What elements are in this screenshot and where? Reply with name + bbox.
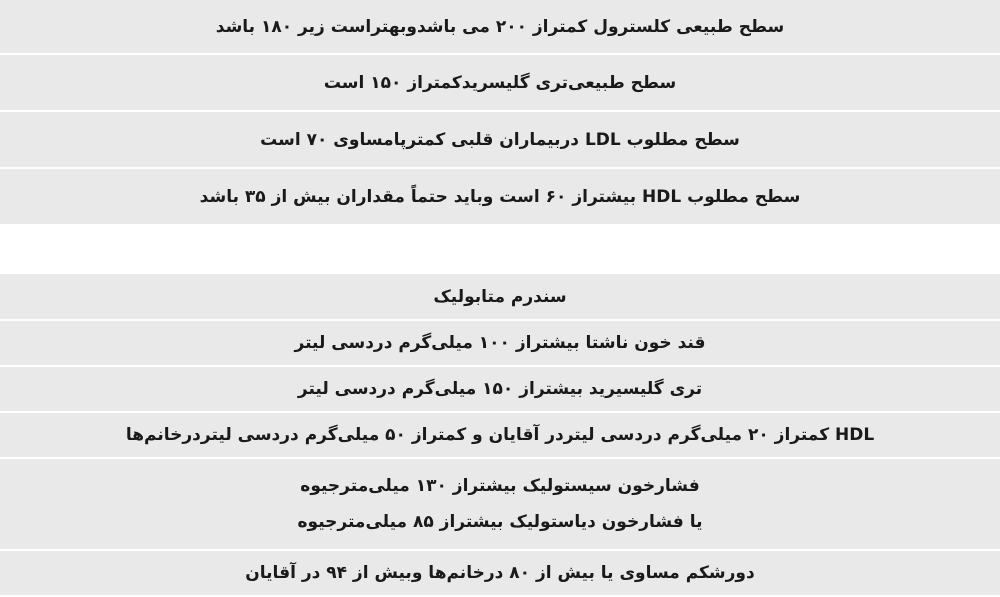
systolic-text: فشارخون سیستولیک بیشتراز ۱۳۰ میلی‌مترجیوه xyxy=(300,475,700,496)
fasting-glucose-row xyxy=(0,321,1000,367)
cholesterol-row xyxy=(0,0,1000,55)
metabolic-syndrome-title: سندرم متابولیک xyxy=(433,286,567,307)
hdl-criterion-row xyxy=(0,413,1000,459)
hdl-row xyxy=(0,169,1000,226)
fasting-glucose-text: قند خون ناشتا بیشتراز ۱۰۰ میلی‌گرم دردسی لیتر xyxy=(294,333,706,353)
triglyceride-criterion-text: تری گلیسیرید بیشتراز ۱۵۰ میلی‌گرم دردسی لیتر xyxy=(297,379,703,399)
ldl-text: سطح مطلوب LDL دربیماران قلبی کمترپامساوی ۷۰ است xyxy=(260,129,740,150)
cholesterol-text: سطح طبیعی کلسترول کمتراز ۲۰۰ می باشدوبهتراست زیر ۱۸۰ باشد xyxy=(215,16,785,37)
metabolic-syndrome-header xyxy=(0,274,1000,321)
hdl-criterion-text: HDL کمتراز ۲۰ میلی‌گرم دردسی لیتردر آقایان و کمتراز ۵۰ میلی‌گرم دردسی لیتردرخانم‌ها xyxy=(125,425,875,445)
diastolic-text: یا فشارخون دیاستولیک بیشتراز ۸۵ میلی‌مترجیوه xyxy=(297,512,703,533)
blood-pressure-row xyxy=(0,459,1000,551)
waist-row xyxy=(0,551,1000,597)
waist-text: دورشکم مساوی یا بیش از ۸۰ درخانم‌ها وبیش از ۹۴ در آقایان xyxy=(245,563,755,583)
lipid-levels-table xyxy=(0,0,1000,226)
ldl-row xyxy=(0,112,1000,169)
hdl-text: سطح مطلوب HDL بیشتراز ۶۰ است وباید حتماً مقداران بیش از ۳۵ باشد xyxy=(199,186,801,207)
triglyceride-text: سطح طبیعی‌تری گلیسرید‌کمتراز ۱۵۰ است xyxy=(323,72,677,93)
triglyceride-row xyxy=(0,55,1000,112)
metabolic-syndrome-table xyxy=(0,274,1000,597)
triglyceride-criterion-row xyxy=(0,367,1000,413)
